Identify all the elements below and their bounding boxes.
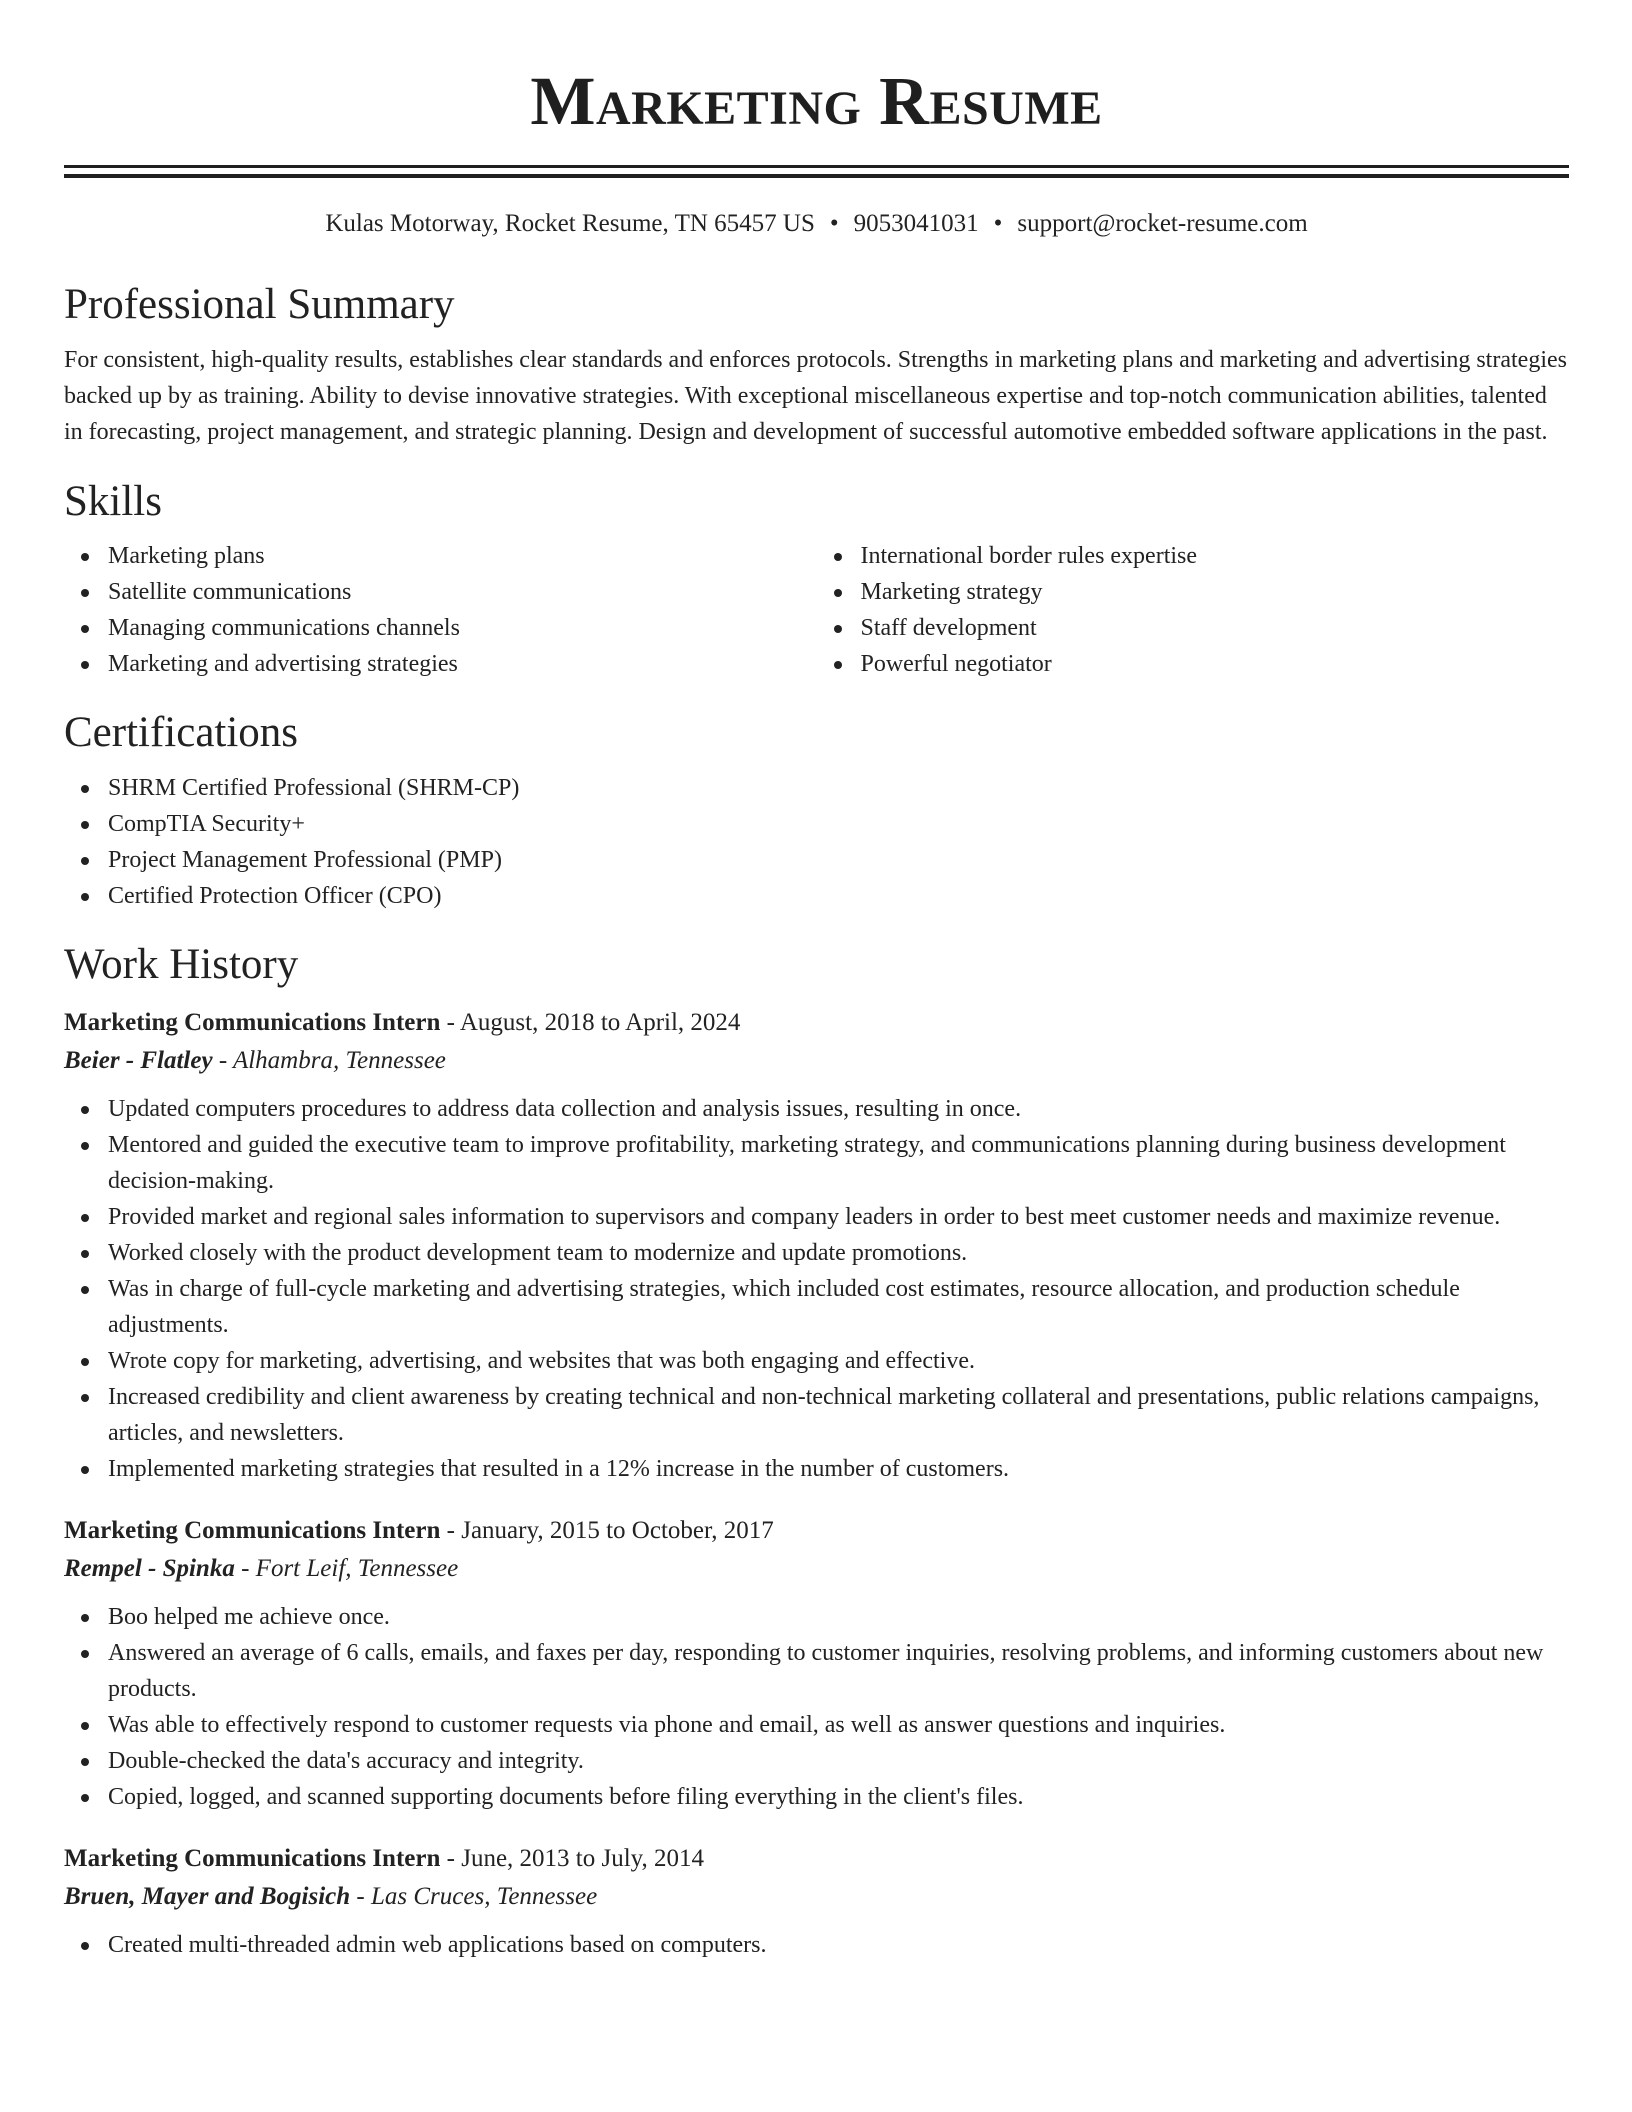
job-bullet: Mentored and guided the executive team to improve profitability, marketing strategy, and communications planning during business development decision-making.	[108, 1127, 1569, 1199]
job-header	[64, 1005, 1569, 1041]
job-bullet: Provided market and regional sales information to supervisors and company leaders in order to best meet customer needs and maximize revenue.	[108, 1199, 1569, 1235]
job-dates: January, 2015 to October, 2017	[461, 1517, 774, 1544]
certification-item: CompTIA Security+	[108, 806, 1569, 842]
page-title: Marketing Resume	[530, 63, 1103, 139]
job-dates: August, 2018 to April, 2024	[459, 1009, 741, 1036]
job-location: Las Cruces, Tennessee	[371, 1883, 598, 1910]
job-separator: -	[440, 1517, 462, 1544]
job-title: Marketing Communications Intern	[64, 1517, 441, 1544]
job-bullets	[64, 1091, 1569, 1487]
contact-phone: 9053041031	[853, 210, 979, 237]
contact-separator: •	[993, 210, 1003, 237]
skills-section	[64, 476, 1569, 682]
job-title: Marketing Communications Intern	[64, 1009, 441, 1036]
job-bullet: Created multi-threaded admin web applications based on computers.	[108, 1927, 1569, 1963]
skill-item: Powerful negotiator	[861, 646, 1570, 682]
certification-item: Project Management Professional (PMP)	[108, 842, 1569, 878]
certifications-list	[64, 770, 1569, 914]
job-bullet: Worked closely with the product development team to modernize and update promotions.	[108, 1235, 1569, 1271]
job-bullets	[64, 1927, 1569, 1963]
contact-address: Kulas Motorway, Rocket Resume, TN 65457 US	[325, 210, 815, 237]
contact-separator: •	[829, 210, 839, 237]
job-dates: June, 2013 to July, 2014	[461, 1845, 705, 1872]
job-entry	[64, 1005, 1569, 1487]
job-bullet: Boo helped me achieve once.	[108, 1599, 1569, 1635]
job-bullet: Answered an average of 6 calls, emails, and faxes per day, responding to customer inquiries, resolving problems, and informing customers about new products.	[108, 1635, 1569, 1707]
job-entry	[64, 1841, 1569, 1963]
job-header	[64, 1513, 1569, 1549]
contact-line	[64, 209, 1569, 239]
job-header	[64, 1841, 1569, 1877]
certification-item: SHRM Certified Professional (SHRM-CP)	[108, 770, 1569, 806]
certification-item: Certified Protection Officer (CPO)	[108, 878, 1569, 914]
title-divider-top	[64, 165, 1569, 168]
job-bullet: Was in charge of full-cycle marketing and advertising strategies, which included cost estimates, resource allocation, and production schedule adjustments.	[108, 1271, 1569, 1343]
job-title: Marketing Communications Intern	[64, 1845, 441, 1872]
title-divider-bottom	[64, 174, 1569, 178]
skills-heading: Skills	[64, 478, 162, 525]
skill-item: International border rules expertise	[861, 538, 1570, 574]
job-bullet: Copied, logged, and scanned supporting documents before filing everything in the client's files.	[108, 1779, 1569, 1815]
job-separator: -	[212, 1047, 233, 1074]
job-bullet: Implemented marketing strategies that resulted in a 12% increase in the number of customers.	[108, 1451, 1569, 1487]
skills-columns	[64, 538, 1569, 682]
skill-item: Satellite communications	[108, 574, 817, 610]
skill-item: Marketing plans	[108, 538, 817, 574]
skills-list-right	[817, 538, 1570, 682]
skill-item: Marketing strategy	[861, 574, 1570, 610]
job-employer	[64, 1549, 1569, 1589]
summary-text: For consistent, high-quality results, establishes clear standards and enforces protocols. Strengths in marketing plans and marketing and advertising strategies backed up by as training. Ability to devise innovative strategies. With exceptional miscellaneous expertise and top-notch communication abilities, talented in forecasting, project management, and strategic planning. Design and development of successful automotive embedded software applications in the past.	[64, 347, 1567, 445]
certifications-section	[64, 707, 1569, 914]
certifications-heading: Certifications	[64, 709, 299, 756]
work-history-heading: Work History	[64, 941, 299, 988]
job-location: Fort Leif, Tennessee	[255, 1555, 459, 1582]
job-separator: -	[350, 1883, 371, 1910]
work-history-section	[64, 939, 1569, 1963]
summary-heading: Professional Summary	[64, 281, 455, 328]
job-company: Beier - Flatley	[64, 1047, 213, 1074]
job-company: Rempel - Spinka	[64, 1555, 235, 1582]
job-separator: -	[234, 1555, 256, 1582]
resume-page	[64, 0, 1569, 1963]
skill-item: Marketing and advertising strategies	[108, 646, 817, 682]
job-separator: -	[440, 1845, 462, 1872]
contact-email: support@rocket-resume.com	[1017, 210, 1308, 237]
job-bullet: Updated computers procedures to address data collection and analysis issues, resulting in once.	[108, 1091, 1569, 1127]
skill-item: Staff development	[861, 610, 1570, 646]
job-employer	[64, 1041, 1569, 1081]
job-entry	[64, 1513, 1569, 1815]
job-bullet: Wrote copy for marketing, advertising, and websites that was both engaging and effective.	[108, 1343, 1569, 1379]
job-bullets	[64, 1599, 1569, 1815]
skill-item: Managing communications channels	[108, 610, 817, 646]
job-employer	[64, 1877, 1569, 1917]
job-separator: -	[440, 1009, 460, 1036]
job-company: Bruen, Mayer and Bogisich	[64, 1883, 351, 1910]
skills-list-left	[64, 538, 817, 682]
job-bullet: Double-checked the data's accuracy and integrity.	[108, 1743, 1569, 1779]
job-bullet: Was able to effectively respond to customer requests via phone and email, as well as answer questions and inquiries.	[108, 1707, 1569, 1743]
job-location: Alhambra, Tennessee	[232, 1047, 446, 1074]
summary-section	[64, 279, 1569, 450]
job-bullet: Increased credibility and client awareness by creating technical and non-technical marketing collateral and presentations, public relations campaigns, articles, and newsletters.	[108, 1379, 1569, 1451]
